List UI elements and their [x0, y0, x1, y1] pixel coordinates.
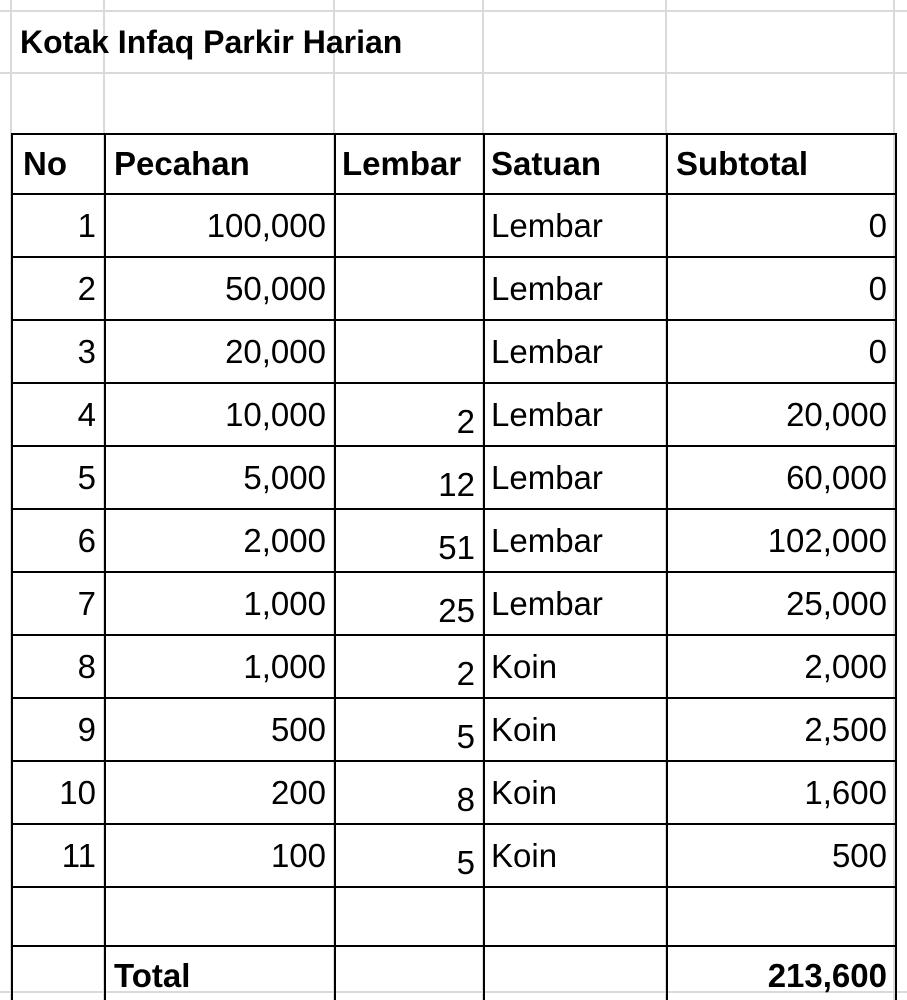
cell-pecahan[interactable]: 50,000: [105, 257, 335, 320]
table-row: [12, 761, 896, 824]
cell-no[interactable]: 1: [12, 194, 105, 257]
cell-lembar[interactable]: 2: [335, 635, 484, 698]
cell-no[interactable]: 3: [12, 320, 105, 383]
cell-no[interactable]: 11: [12, 824, 105, 887]
total-row: [12, 946, 896, 1000]
table-row: [12, 824, 896, 887]
cell-pecahan[interactable]: 500: [105, 698, 335, 761]
cell-satuan[interactable]: Koin: [484, 824, 667, 887]
table-row: [12, 320, 896, 383]
header-subtotal[interactable]: Subtotal: [667, 134, 896, 194]
cell-no[interactable]: 8: [12, 635, 105, 698]
table-row: [12, 383, 896, 446]
cell-lembar[interactable]: [335, 257, 484, 320]
cell-lembar[interactable]: 5: [335, 824, 484, 887]
cell-satuan[interactable]: Lembar: [484, 257, 667, 320]
cell-subtotal[interactable]: 0: [667, 320, 896, 383]
cell-lembar[interactable]: 12: [335, 446, 484, 509]
cell-subtotal[interactable]: 500: [667, 824, 896, 887]
cell-no[interactable]: 9: [12, 698, 105, 761]
denomination-table: [11, 133, 897, 1000]
cell-no[interactable]: 2: [12, 257, 105, 320]
cell-satuan[interactable]: Lembar: [484, 509, 667, 572]
cell-pecahan[interactable]: 100,000: [105, 194, 335, 257]
cell-pecahan[interactable]: 5,000: [105, 446, 335, 509]
table-cell[interactable]: [105, 887, 335, 946]
header-satuan[interactable]: Satuan: [484, 134, 667, 194]
cell-pecahan[interactable]: 20,000: [105, 320, 335, 383]
cell-no[interactable]: 4: [12, 383, 105, 446]
header-pecahan[interactable]: Pecahan: [105, 134, 335, 194]
table-row: [12, 446, 896, 509]
cell-subtotal[interactable]: 2,500: [667, 698, 896, 761]
cell-subtotal[interactable]: 60,000: [667, 446, 896, 509]
cell-lembar[interactable]: [335, 320, 484, 383]
cell-subtotal[interactable]: 25,000: [667, 572, 896, 635]
table-cell[interactable]: [335, 887, 484, 946]
table-cell[interactable]: [12, 946, 105, 1000]
cell-satuan[interactable]: Koin: [484, 635, 667, 698]
cell-lembar[interactable]: [335, 194, 484, 257]
cell-satuan[interactable]: Lembar: [484, 446, 667, 509]
cell-no[interactable]: 6: [12, 509, 105, 572]
cell-satuan[interactable]: Lembar: [484, 572, 667, 635]
cell-lembar[interactable]: 51: [335, 509, 484, 572]
cell-pecahan[interactable]: 1,000: [105, 572, 335, 635]
table-cell[interactable]: [667, 887, 896, 946]
cell-subtotal[interactable]: 102,000: [667, 509, 896, 572]
sheet-title[interactable]: Kotak Infaq Parkir Harian: [20, 24, 403, 60]
cell-satuan[interactable]: Koin: [484, 761, 667, 824]
table-row: [12, 257, 896, 320]
cell-subtotal[interactable]: 1,600: [667, 761, 896, 824]
table-row: [12, 698, 896, 761]
cell-satuan[interactable]: Koin: [484, 698, 667, 761]
header-lembar[interactable]: Lembar: [335, 134, 484, 194]
grid-line: [0, 72, 907, 74]
cell-subtotal[interactable]: 0: [667, 194, 896, 257]
cell-lembar[interactable]: 2: [335, 383, 484, 446]
table-row: [12, 635, 896, 698]
grid-line: [0, 10, 907, 12]
cell-no[interactable]: 5: [12, 446, 105, 509]
cell-pecahan[interactable]: 100: [105, 824, 335, 887]
table-cell[interactable]: [335, 946, 484, 1000]
cell-subtotal[interactable]: 2,000: [667, 635, 896, 698]
header-no[interactable]: No: [12, 134, 105, 194]
cell-pecahan[interactable]: 10,000: [105, 383, 335, 446]
cell-no[interactable]: 10: [12, 761, 105, 824]
header-row: [12, 134, 896, 194]
total-value[interactable]: 213,600: [667, 946, 896, 1000]
table-cell[interactable]: [12, 887, 105, 946]
table-body: [12, 194, 896, 887]
table-row: [12, 194, 896, 257]
cell-lembar[interactable]: 5: [335, 698, 484, 761]
total-label[interactable]: Total: [105, 946, 335, 1000]
cell-no[interactable]: 7: [12, 572, 105, 635]
table-row: [12, 509, 896, 572]
cell-satuan[interactable]: Lembar: [484, 320, 667, 383]
table-cell[interactable]: [484, 887, 667, 946]
table-cell[interactable]: [484, 946, 667, 1000]
table-row: [12, 572, 896, 635]
cell-pecahan[interactable]: 2,000: [105, 509, 335, 572]
cell-satuan[interactable]: Lembar: [484, 194, 667, 257]
cell-subtotal[interactable]: 0: [667, 257, 896, 320]
cell-pecahan[interactable]: 200: [105, 761, 335, 824]
cell-subtotal[interactable]: 20,000: [667, 383, 896, 446]
cell-lembar[interactable]: 8: [335, 761, 484, 824]
cell-lembar[interactable]: 25: [335, 572, 484, 635]
cell-pecahan[interactable]: 1,000: [105, 635, 335, 698]
cell-satuan[interactable]: Lembar: [484, 383, 667, 446]
empty-row: [12, 887, 896, 946]
